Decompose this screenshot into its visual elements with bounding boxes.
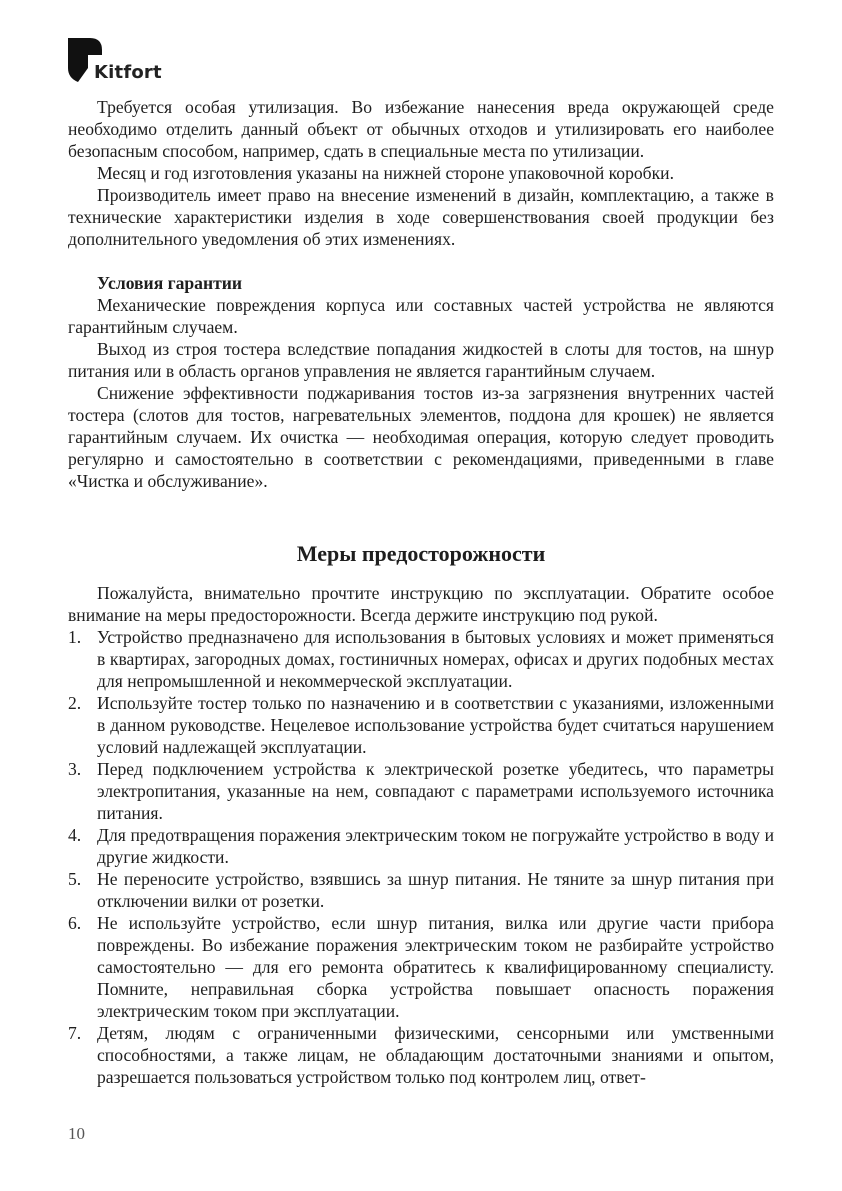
- page-content: [68, 96, 774, 1088]
- list-item-number: 6.: [68, 913, 82, 933]
- list-item: [68, 868, 774, 912]
- page-number: 10: [68, 1124, 85, 1143]
- intro-paragraph-date: Месяц и год изготовления указаны на нижней стороне упаковочной коробки.: [97, 163, 674, 183]
- list-item-number: 3.: [68, 759, 82, 779]
- list-item: [68, 626, 774, 692]
- list-item: [68, 758, 774, 824]
- list-item: [68, 1022, 774, 1088]
- warranty-heading: Условия гарантии: [97, 273, 243, 293]
- warranty-paragraph-liquids: Выход из строя тостера вследствие попадания жидкостей в слоты для тостов, на шнур питания или в область органов управления не является гарантийным случаем.: [68, 339, 774, 381]
- intro-paragraph-disposal: Требуется особая утилизация. Во избежание нанесения вреда окружающей среде необходимо отделить данный объект от обычных отходов и утилизировать его наиболее безопасным способом, например, сдать в специальные места по утилизации.: [68, 97, 774, 161]
- spacer: [68, 567, 774, 582]
- list-item-text: Перед подключением устройства к электрической розетке убедитесь, что параметры электропитания, указанные на нем, совпадают с параметрами используемого источника питания.: [97, 759, 774, 823]
- intro-paragraph-changes: Производитель имеет право на внесение изменений в дизайн, комплектацию, а также в технические характеристики изделия в ходе совершенствования своей продукции без дополнительного уведомления об этих изменениях.: [68, 185, 774, 249]
- list-item-text: Используйте тостер только по назначению и в соответствии с указаниями, изложенными в данном руководстве. Нецелевое использование устройства будет считаться нарушением условий надлежащей эксплуатации.: [97, 693, 774, 757]
- list-item-number: 1.: [68, 627, 82, 647]
- warranty-paragraph-damage: Механические повреждения корпуса или составных частей устройства не являются гарантийным случаем.: [68, 295, 774, 337]
- list-item-text: Для предотвращения поражения электрическим током не погружайте устройство в воду и другие жидкости.: [97, 825, 774, 867]
- warranty-paragraph-cleaning: Снижение эффективности поджаривания тостов из-за загрязнения внутренних частей тостера (слотов для тостов, нагревательных элементов, поддона для крошек) не является гарантийным случаем. Их очистка — необходимая операция, которую следует проводить регулярно и самостоятельно в соответствии с рекомендациями, приведенными в главе «Чистка и обслуживание».: [68, 383, 774, 491]
- spacer: [68, 492, 774, 541]
- safety-intro: Пожалуйста, внимательно прочтите инструкцию по эксплуатации. Обратите особое внимание на меры предосторожности. Всегда держите инструкцию под рукой.: [68, 583, 774, 625]
- list-item-text: Не используйте устройство, если шнур питания, вилка или другие части прибора повреждены. Во избежание поражения электрическим током не разбирайте устройство самостоятельно — для его ремонта обратитесь к квалифицированному специалисту. Помните, неправильная сборка устройства повышает опасность поражения электрическим током при эксплуатации.: [97, 913, 774, 1021]
- list-item-text: Не переносите устройство, взявшись за шнур питания. Не тяните за шнур питания при отключении вилки от розетки.: [97, 869, 774, 911]
- list-item: [68, 692, 774, 758]
- list-item-number: 4.: [68, 825, 82, 845]
- spacer: [68, 250, 774, 272]
- list-item-text: Устройство предназначено для использования в бытовых условиях и может применяться в квартирах, загородных домах, гостиничных номерах, офисах и других подобных местах для непромышленной и некоммерческой эксплуатации.: [97, 627, 774, 691]
- brand-logo: [68, 38, 188, 88]
- list-item: [68, 912, 774, 1022]
- safety-list: [68, 626, 774, 1088]
- list-item-number: 2.: [68, 693, 82, 713]
- list-item-number: 5.: [68, 869, 82, 889]
- safety-title: Меры предосторожности: [296, 541, 546, 566]
- brand-name: Kitfort: [94, 62, 162, 83]
- list-item-number: 7.: [68, 1023, 82, 1043]
- list-item: [68, 824, 774, 868]
- list-item-text: Детям, людям с ограниченными физическими, сенсорными или умственными способностями, а также лицам, не обладающим достаточными знаниями и опытом, разрешается пользоваться устройством только под контролем лиц, ответ-: [97, 1023, 774, 1087]
